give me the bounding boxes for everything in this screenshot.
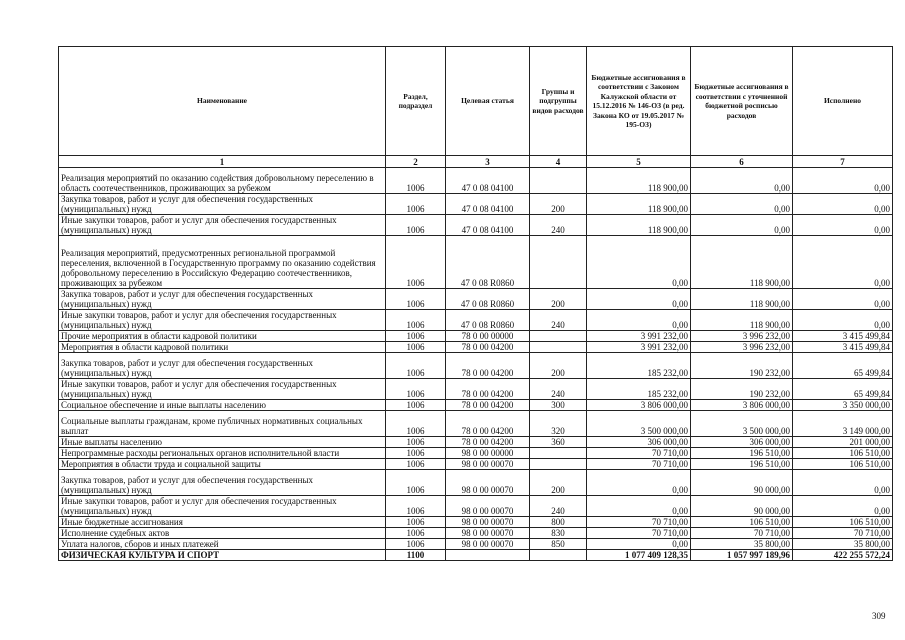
row-name: Закупка товаров, работ и услуг для обеспечения государственных (муниципальных) нужд xyxy=(59,470,386,496)
row-executed: 35 800,00 xyxy=(793,539,893,550)
row-target: 47 0 08 04100 xyxy=(446,194,530,215)
row-refined-allocation: 118 900,00 xyxy=(691,310,793,331)
row-refined-allocation: 0,00 xyxy=(691,215,793,236)
row-group: 240 xyxy=(530,379,587,400)
row-law-allocation: 306 000,00 xyxy=(587,437,691,448)
column-number: 4 xyxy=(530,156,587,168)
row-refined-allocation: 190 232,00 xyxy=(691,353,793,379)
row-executed: 3 415 499,84 xyxy=(793,331,893,342)
row-target: 47 0 08 R0860 xyxy=(446,236,530,289)
row-section: 1006 xyxy=(386,215,446,236)
row-section: 1006 xyxy=(386,379,446,400)
row-target: 98 0 00 00070 xyxy=(446,496,530,517)
row-target: 78 0 00 04200 xyxy=(446,411,530,437)
row-law-allocation: 0,00 xyxy=(587,310,691,331)
row-target: 47 0 08 R0860 xyxy=(446,310,530,331)
row-target: 98 0 00 00070 xyxy=(446,470,530,496)
budget-table xyxy=(58,46,893,561)
row-target: 78 0 00 04200 xyxy=(446,353,530,379)
column-number: 2 xyxy=(386,156,446,168)
column-number: 7 xyxy=(793,156,893,168)
row-name: Социальное обеспечение и иные выплаты населению xyxy=(59,400,386,411)
row-law-allocation: 185 232,00 xyxy=(587,379,691,400)
row-target: 78 0 00 04200 xyxy=(446,400,530,411)
header-executed: Исполнено xyxy=(793,47,893,156)
row-name: Уплата налогов, сборов и иных платежей xyxy=(59,539,386,550)
row-group: 240 xyxy=(530,310,587,331)
row-target: 78 0 00 04200 xyxy=(446,437,530,448)
row-section: 1006 xyxy=(386,470,446,496)
row-refined-allocation: 70 710,00 xyxy=(691,528,793,539)
row-section: 1006 xyxy=(386,496,446,517)
table-row xyxy=(59,353,893,379)
row-name: Реализация мероприятий по оказанию содействия добровольному переселению в область соотечественников, проживающих за рубежом xyxy=(59,168,386,194)
row-law-allocation: 3 991 232,00 xyxy=(587,331,691,342)
table-row xyxy=(59,517,893,528)
row-section: 1006 xyxy=(386,168,446,194)
row-section: 1006 xyxy=(386,517,446,528)
total-row xyxy=(59,550,893,561)
row-law-allocation: 3 806 000,00 xyxy=(587,400,691,411)
total-executed: 422 255 572,24 xyxy=(793,550,893,561)
row-executed: 70 710,00 xyxy=(793,528,893,539)
row-executed: 106 510,00 xyxy=(793,448,893,459)
row-executed: 65 499,84 xyxy=(793,379,893,400)
row-executed: 0,00 xyxy=(793,289,893,310)
row-law-allocation: 3 500 000,00 xyxy=(587,411,691,437)
row-target: 47 0 08 04100 xyxy=(446,215,530,236)
row-law-allocation: 0,00 xyxy=(587,289,691,310)
table-row xyxy=(59,215,893,236)
row-name: Мероприятия в области труда и социальной защиты xyxy=(59,459,386,470)
row-law-allocation: 0,00 xyxy=(587,236,691,289)
row-executed: 0,00 xyxy=(793,470,893,496)
row-law-allocation: 118 900,00 xyxy=(587,194,691,215)
row-target: 98 0 00 00070 xyxy=(446,459,530,470)
row-law-allocation: 70 710,00 xyxy=(587,448,691,459)
row-group: 240 xyxy=(530,496,587,517)
row-executed: 3 415 499,84 xyxy=(793,342,893,353)
row-target: 47 0 08 R0860 xyxy=(446,289,530,310)
row-section: 1006 xyxy=(386,539,446,550)
row-section: 1006 xyxy=(386,289,446,310)
row-executed: 3 149 000,00 xyxy=(793,411,893,437)
row-section: 1006 xyxy=(386,236,446,289)
table-row xyxy=(59,411,893,437)
row-refined-allocation: 0,00 xyxy=(691,168,793,194)
row-name: Иные закупки товаров, работ и услуг для обеспечения государственных (муниципальных) нужд xyxy=(59,310,386,331)
row-law-allocation: 70 710,00 xyxy=(587,528,691,539)
row-law-allocation: 70 710,00 xyxy=(587,459,691,470)
row-section: 1006 xyxy=(386,448,446,459)
row-executed: 0,00 xyxy=(793,310,893,331)
row-name: Иные выплаты населению xyxy=(59,437,386,448)
table-row xyxy=(59,528,893,539)
row-group: 200 xyxy=(530,353,587,379)
row-law-allocation: 0,00 xyxy=(587,539,691,550)
total-target xyxy=(446,550,530,561)
row-executed: 201 000,00 xyxy=(793,437,893,448)
row-executed: 0,00 xyxy=(793,215,893,236)
row-name: Мероприятия в области кадровой политики xyxy=(59,342,386,353)
row-name: Иные бюджетные ассигнования xyxy=(59,517,386,528)
column-number: 5 xyxy=(587,156,691,168)
row-group: 800 xyxy=(530,517,587,528)
row-group xyxy=(530,168,587,194)
row-group: 320 xyxy=(530,411,587,437)
column-number-row xyxy=(59,156,893,168)
column-number: 1 xyxy=(59,156,386,168)
column-number: 6 xyxy=(691,156,793,168)
total-section: 1100 xyxy=(386,550,446,561)
total-law-allocation: 1 077 409 128,35 xyxy=(587,550,691,561)
row-group: 300 xyxy=(530,400,587,411)
row-refined-allocation: 3 996 232,00 xyxy=(691,342,793,353)
row-section: 1006 xyxy=(386,411,446,437)
row-group xyxy=(530,331,587,342)
row-section: 1006 xyxy=(386,459,446,470)
row-section: 1006 xyxy=(386,437,446,448)
row-name: Социальные выплаты гражданам, кроме публичных нормативных социальных выплат xyxy=(59,411,386,437)
row-group xyxy=(530,342,587,353)
row-section: 1006 xyxy=(386,342,446,353)
header-section: Раздел, подраздел xyxy=(386,47,446,156)
row-name: Прочие мероприятия в области кадровой политики xyxy=(59,331,386,342)
row-group: 200 xyxy=(530,470,587,496)
row-law-allocation: 0,00 xyxy=(587,470,691,496)
row-refined-allocation: 35 800,00 xyxy=(691,539,793,550)
row-section: 1006 xyxy=(386,400,446,411)
row-group: 200 xyxy=(530,289,587,310)
total-name: ФИЗИЧЕСКАЯ КУЛЬТУРА И СПОРТ xyxy=(59,550,386,561)
row-law-allocation: 70 710,00 xyxy=(587,517,691,528)
row-refined-allocation: 90 000,00 xyxy=(691,470,793,496)
row-section: 1006 xyxy=(386,331,446,342)
row-executed: 0,00 xyxy=(793,496,893,517)
header-row xyxy=(59,47,893,156)
row-section: 1006 xyxy=(386,194,446,215)
header-target: Целевая статья xyxy=(446,47,530,156)
row-section: 1006 xyxy=(386,310,446,331)
row-refined-allocation: 3 806 000,00 xyxy=(691,400,793,411)
row-name: Непрограммные расходы региональных органов исполнительной власти xyxy=(59,448,386,459)
table-row xyxy=(59,331,893,342)
table-row xyxy=(59,289,893,310)
table-row xyxy=(59,342,893,353)
table-row xyxy=(59,236,893,289)
header-name: Наименование xyxy=(59,47,386,156)
row-refined-allocation: 106 510,00 xyxy=(691,517,793,528)
row-refined-allocation: 118 900,00 xyxy=(691,236,793,289)
row-section: 1006 xyxy=(386,528,446,539)
row-refined-allocation: 196 510,00 xyxy=(691,459,793,470)
table-row xyxy=(59,496,893,517)
row-law-allocation: 118 900,00 xyxy=(587,168,691,194)
table-row xyxy=(59,437,893,448)
row-name: Иные закупки товаров, работ и услуг для обеспечения государственных (муниципальных) нужд xyxy=(59,215,386,236)
row-law-allocation: 118 900,00 xyxy=(587,215,691,236)
row-law-allocation: 185 232,00 xyxy=(587,353,691,379)
row-group: 850 xyxy=(530,539,587,550)
table-row xyxy=(59,168,893,194)
total-refined-allocation: 1 057 997 189,96 xyxy=(691,550,793,561)
row-target: 78 0 00 04200 xyxy=(446,342,530,353)
row-group xyxy=(530,236,587,289)
row-target: 47 0 08 04100 xyxy=(446,168,530,194)
header-law-allocation: Бюджетные ассигнования в соответствии с Законом Калужской области от 15.12.2016 № 146-ОЗ (в ред. Закона КО от 19.05.2017 № 195-ОЗ) xyxy=(587,47,691,156)
row-name: Исполнение судебных актов xyxy=(59,528,386,539)
row-executed: 106 510,00 xyxy=(793,459,893,470)
row-executed: 0,00 xyxy=(793,236,893,289)
row-name: Закупка товаров, работ и услуг для обеспечения государственных (муниципальных) нужд xyxy=(59,289,386,310)
row-name: Реализация мероприятий, предусмотренных региональной программой переселения, включенной в Государственную программу по оказанию содействия добровольному переселению в Российскую Федерацию соотечественников, проживающих за рубежом xyxy=(59,236,386,289)
row-executed: 0,00 xyxy=(793,168,893,194)
row-target: 98 0 00 00070 xyxy=(446,528,530,539)
table-row xyxy=(59,470,893,496)
row-target: 98 0 00 00070 xyxy=(446,539,530,550)
header-refined-allocation: Бюджетные ассигнования в соответствии с уточненной бюджетной росписью расходов xyxy=(691,47,793,156)
row-refined-allocation: 306 000,00 xyxy=(691,437,793,448)
row-group: 240 xyxy=(530,215,587,236)
total-group xyxy=(530,550,587,561)
row-executed: 0,00 xyxy=(793,194,893,215)
row-refined-allocation: 190 232,00 xyxy=(691,379,793,400)
row-group: 360 xyxy=(530,437,587,448)
row-refined-allocation: 196 510,00 xyxy=(691,448,793,459)
row-executed: 106 510,00 xyxy=(793,517,893,528)
row-target: 98 0 00 00000 xyxy=(446,448,530,459)
row-refined-allocation: 90 000,00 xyxy=(691,496,793,517)
header-group: Группы и подгруппы видов расходов xyxy=(530,47,587,156)
row-group xyxy=(530,459,587,470)
row-refined-allocation: 3 500 000,00 xyxy=(691,411,793,437)
table-row xyxy=(59,448,893,459)
table-row xyxy=(59,400,893,411)
row-name: Иные закупки товаров, работ и услуг для обеспечения государственных (муниципальных) нужд xyxy=(59,379,386,400)
row-group: 200 xyxy=(530,194,587,215)
table-body xyxy=(59,168,893,561)
row-target: 78 0 00 00000 xyxy=(446,331,530,342)
row-target: 98 0 00 00070 xyxy=(446,517,530,528)
row-refined-allocation: 3 996 232,00 xyxy=(691,331,793,342)
row-section: 1006 xyxy=(386,353,446,379)
row-law-allocation: 0,00 xyxy=(587,496,691,517)
table-row xyxy=(59,459,893,470)
row-name: Иные закупки товаров, работ и услуг для обеспечения государственных (муниципальных) нужд xyxy=(59,496,386,517)
table-row xyxy=(59,194,893,215)
row-refined-allocation: 118 900,00 xyxy=(691,289,793,310)
row-executed: 65 499,84 xyxy=(793,353,893,379)
table-row xyxy=(59,379,893,400)
page-number: 309 xyxy=(872,611,886,621)
row-refined-allocation: 0,00 xyxy=(691,194,793,215)
row-target: 78 0 00 04200 xyxy=(446,379,530,400)
row-group: 830 xyxy=(530,528,587,539)
row-law-allocation: 3 991 232,00 xyxy=(587,342,691,353)
column-number: 3 xyxy=(446,156,530,168)
row-group xyxy=(530,448,587,459)
row-name: Закупка товаров, работ и услуг для обеспечения государственных (муниципальных) нужд xyxy=(59,353,386,379)
row-name: Закупка товаров, работ и услуг для обеспечения государственных (муниципальных) нужд xyxy=(59,194,386,215)
table-row xyxy=(59,539,893,550)
row-executed: 3 350 000,00 xyxy=(793,400,893,411)
table-row xyxy=(59,310,893,331)
